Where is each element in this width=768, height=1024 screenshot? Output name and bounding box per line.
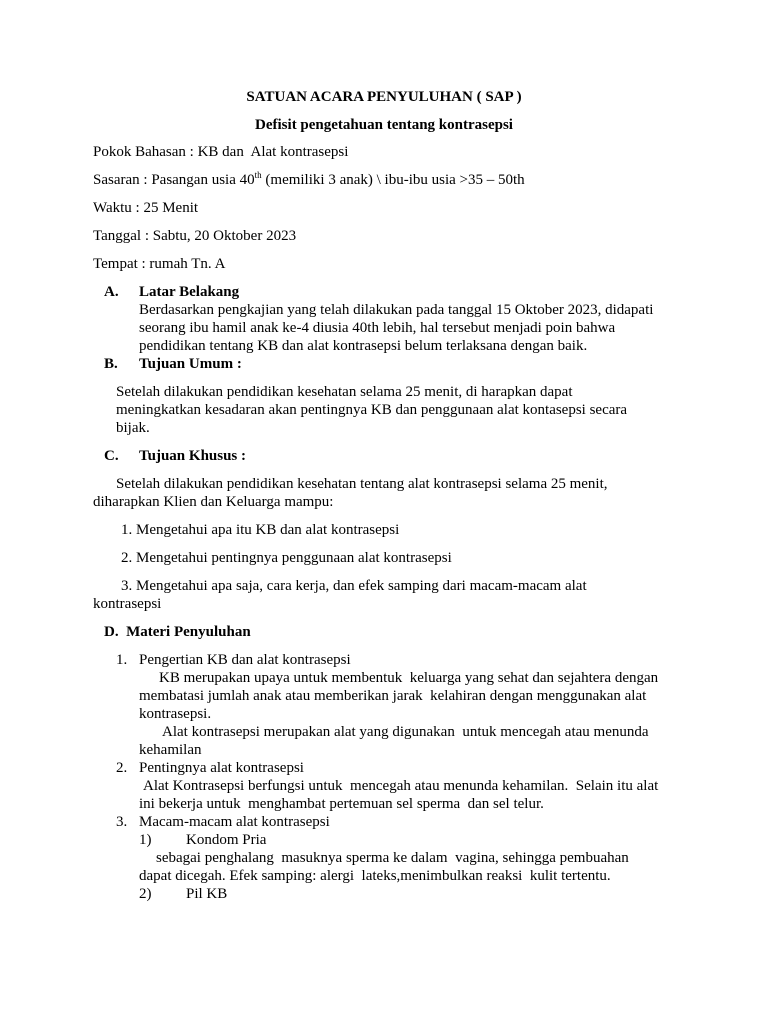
section-b-heading: Tujuan Umum : (139, 356, 242, 372)
section-c-letter: C. (104, 448, 119, 464)
waktu: Waktu : 25 Menit (93, 200, 199, 216)
section-c-intro: Setelah dilakukan pendidikan kesehatan tentang alat kontrasepsi selama 25 menit, (116, 476, 608, 492)
materi-item-number: 1. (116, 652, 128, 668)
section-b-line: bijak. (116, 420, 150, 436)
materi-item-title: Pengertian KB dan alat kontrasepsi (139, 652, 351, 668)
tempat: Tempat : rumah Tn. A (93, 256, 226, 272)
section-c-item: 3. Mengetahui apa saja, cara kerja, dan efek samping dari macam-macam alat (121, 578, 587, 594)
materi-sub-number: 2) (139, 886, 152, 902)
section-a-heading: Latar Belakang (139, 284, 240, 300)
materi-line: ini bekerja untuk menghambat pertemuan sel sperma dan sel telur. (139, 796, 544, 812)
materi-line: Alat kontrasepsi merupakan alat yang digunakan untuk mencegah atau menunda (162, 724, 649, 740)
section-a-line: seorang ibu hamil anak ke-4 diusia 40th lebih, hal tersebut menjadi poin bahwa (139, 320, 616, 336)
section-b-line: meningkatkan kesadaran akan pentingnya KB dan penggunaan alat kontasepsi secara (116, 402, 628, 418)
section-c-heading: Tujuan Khusus : (139, 448, 247, 464)
section-b-line: Setelah dilakukan pendidikan kesehatan selama 25 menit, di harapkan dapat (116, 384, 573, 400)
section-c-item-cont: kontrasepsi (93, 596, 162, 612)
doc-subtitle: Defisit pengetahuan tentang kontrasepsi (255, 117, 513, 133)
section-c-intro: diharapkan Klien dan Keluarga mampu: (93, 494, 334, 510)
section-c-item: 1. Mengetahui apa itu KB dan alat kontrasepsi (121, 522, 400, 538)
materi-line: membatasi jumlah anak atau memberikan jarak kelahiran dengan menggunakan alat (139, 688, 647, 704)
doc-title: SATUAN ACARA PENYULUHAN ( SAP ) (246, 89, 522, 105)
section-a-letter: A. (104, 284, 119, 300)
sasaran-superscript: th (254, 170, 262, 180)
sasaran-text-rest: (memiliki 3 anak) \ ibu-ibu usia >35 – 50th (261, 172, 525, 188)
pokok-bahasan: Pokok Bahasan : KB dan Alat kontrasepsi (93, 144, 349, 160)
section-d-heading: D. Materi Penyuluhan (104, 624, 251, 640)
materi-line: sebagai penghalang masuknya sperma ke dalam vagina, sehingga pembuahan (156, 850, 629, 866)
materi-line: KB merupakan upaya untuk membentuk keluarga yang sehat dan sejahtera dengan (159, 670, 659, 686)
materi-line: Alat Kontrasepsi berfungsi untuk mencegah atau menunda kehamilan. Selain itu alat (143, 778, 659, 794)
materi-line: kontrasepsi. (139, 706, 212, 722)
materi-sub-title: Pil KB (186, 886, 228, 902)
materi-item-title: Macam-macam alat kontrasepsi (139, 814, 330, 830)
materi-sub-number: 1) (139, 832, 152, 848)
sasaran-text: Sasaran : Pasangan usia 40 (93, 172, 255, 188)
section-a-line: pendidikan tentang KB dan alat kontrasepsi belum terlaksana dengan baik. (139, 338, 588, 354)
materi-item-number: 3. (116, 814, 128, 830)
section-a-line: Berdasarkan pengkajian yang telah dilakukan pada tanggal 15 Oktober 2023, didapati (139, 302, 654, 318)
materi-line: kehamilan (139, 742, 202, 758)
materi-item-title: Pentingnya alat kontrasepsi (139, 760, 304, 776)
materi-sub-title: Kondom Pria (186, 832, 267, 848)
materi-item-number: 2. (116, 760, 128, 776)
section-b-letter: B. (104, 356, 118, 372)
materi-line: dapat dicegah. Efek samping: alergi lateks,menimbulkan reaksi kulit tertentu. (139, 868, 611, 884)
section-c-item: 2. Mengetahui pentingnya penggunaan alat kontrasepsi (121, 550, 452, 566)
sasaran (93, 171, 525, 189)
tanggal: Tanggal : Sabtu, 20 Oktober 2023 (93, 228, 297, 244)
